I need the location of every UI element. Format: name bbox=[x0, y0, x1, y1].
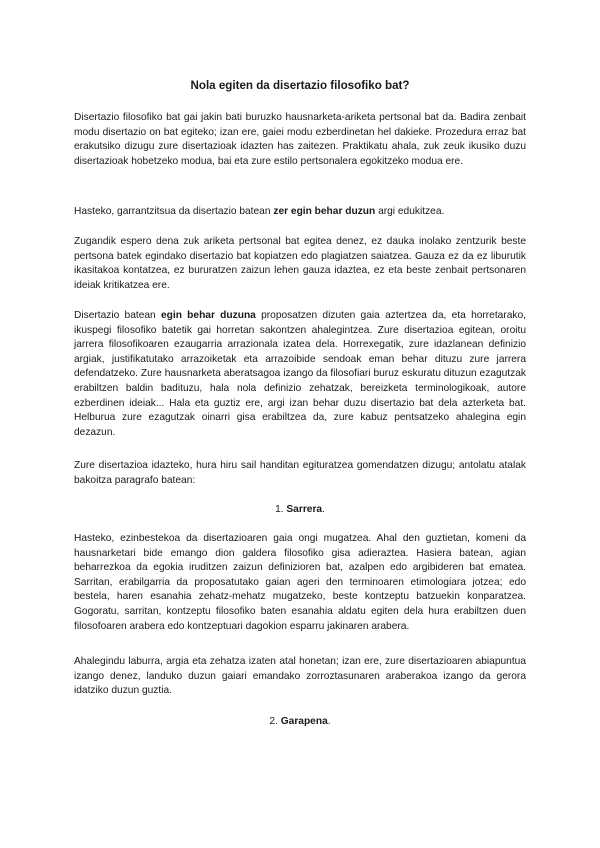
section-heading-garapena bbox=[74, 715, 526, 730]
section-name: Sarrera bbox=[286, 504, 323, 515]
document-title: Nola egiten da disertazio filosofiko bat? bbox=[190, 79, 410, 92]
sarrera-paragraph-1: Hasteko, ezinbestekoa da disertazioaren gaia ongi mugatzea. Ahal den guztietan, komeni da hausnarketari bide emango dion galdera filosofiko gisa adieraztea. Hasiera batean, agian beharrezkoa da egokia iruditzen zaizun definizioren bat, azalpen edo argibideren bat ematea. Sarritan, erabilgarria da proposatutako gaian ageri den terminoaren etimologiara jotzea; edo bestela, haren esanahia zehatz-mehatz mugatzeko, beste kontzeptu batzuekin konparatzea. Gogoratu, sarritan, kontzeptu filosofiko baten esanahia aldatu egiten dela hura erabiltzen duen filosofoaren arabera edo kontzeptuari dagokion esparru jakinaren arabera. bbox=[74, 533, 526, 632]
section-name: Garapena bbox=[280, 716, 328, 727]
disertazio-text-before: Disertazio batean bbox=[74, 310, 161, 321]
disertazio-paragraph bbox=[74, 309, 526, 440]
zugandik-paragraph: Zugandik espero dena zuk ariketa pertsonal bat egitea denez, ez dauka inolako zentzurik beste pertsona batek egindako disertazio bat kopiatzen edo plagiatzen saiatzea. Gauza ez da ez liburutik ikasitakoa kontatzea, ez bururatzen zaizun lehen gauza idaztea, ez eta beste zenbait pertsonaren ideiak kritikatzea ere. bbox=[74, 236, 526, 291]
section-number: 2. bbox=[269, 716, 281, 727]
sarrera-paragraph-2: Ahalegindu laburra, argia eta zehatza izaten atal honetan; izan ere, zure disertazioaren abiapuntua izango denez, landuko duzun gaiari emandako zorroztasunaren araberakoa izango da gerora idatziko duzun guztia. bbox=[74, 656, 526, 697]
section-number: 1. bbox=[275, 504, 287, 515]
disertazio-text-after: proposatzen dizuten gaia aztertzea da, eta horretarako, ikuspegi filosofiko batetik gai horretan sakontzen ahalegintzea. Zure disertazioa egitean, oroitu jarrera filosofikoaren ezaugarria arrazionala izatea dela. Horrexegatik, zure idazlanean definizio argiak, justifikatutako arrazoiketak eta arrazoibide sendoak eman behar dituzu zure jarrera defendatzeko. Zure hausnarketa aberatsagoa izango da filosofiari buruz eskuratu dituzun ezagutzak erabiltzen baldin badituzu, hala nola definizio zehatzak, bereizketa terminologikoak, autore ezberdinen ideiak... Hala eta guztiz ere, argi izan behar duzu disertazio bat dela azterketa bat. Helburua zure ezagutzak oinarri gisa erabiltzea da, zure kabuz pentsatzeko ahalegina egin dezazun. bbox=[74, 310, 526, 438]
intro-paragraph: Disertazio filosofiko bat gai jakin bati buruzko hausnarketa-ariketa pertsonal bat da. Badira zenbait modu disertazio on bat egiteko; izan ere, gaiei modu ezberdinetan hel dakieke. Prozedura erraz bat erakutsiko dizugu zure disertazioak idazten has zaitezen. Praktikatu ahala, zuk zeuk ikusiko duzu disertazioak hobetzeko modua, bai eta zure estilo pertsonalera egokitzeko modua ere. bbox=[74, 112, 526, 167]
section-end: . bbox=[322, 504, 325, 515]
section-end: . bbox=[327, 716, 331, 727]
disertazio-bold-text: egin behar duzuna bbox=[160, 310, 256, 321]
hasteko-text-before: Hasteko, garrantzitsua da disertazio batean bbox=[74, 206, 274, 217]
hasteko-paragraph bbox=[74, 205, 526, 220]
hasteko-text-after: argi edukitzea. bbox=[375, 206, 445, 217]
section-heading-sarrera bbox=[74, 503, 526, 518]
hasteko-bold-text: zer egin behar duzun bbox=[273, 206, 376, 217]
structure-paragraph: Zure disertazioa idazteko, hura hiru sail handitan egituratzea gomendatzen dizugu; antolatu atalak bakoitza paragrafo batean: bbox=[74, 460, 526, 486]
